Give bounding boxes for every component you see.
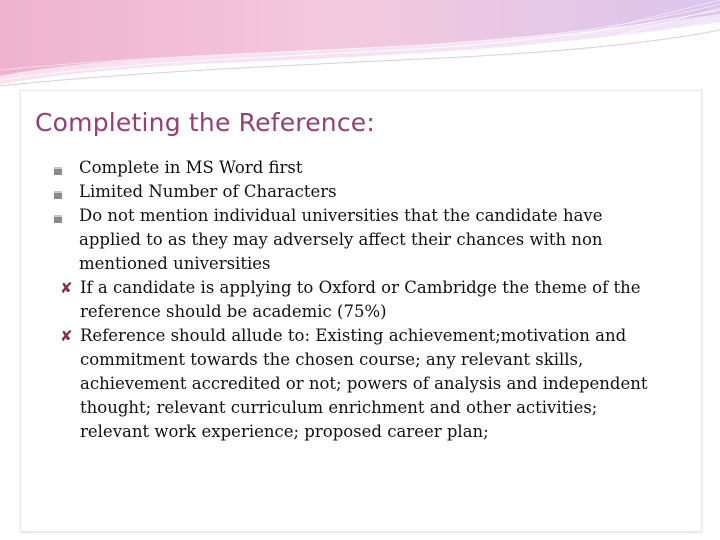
list-item-line: commitment towards the chosen course; any relevant skills,	[80, 350, 584, 369]
x-mark-icon: ✘	[60, 279, 73, 297]
list-item-line: Reference should allude to: Existing achievement;motivation and	[80, 326, 627, 345]
list-item	[80, 324, 648, 444]
square-bullet-icon	[54, 215, 62, 223]
list-item-line: reference should be academic (75%)	[80, 302, 387, 321]
x-mark-icon: ✘	[60, 327, 73, 345]
list-item-line: Do not mention individual universities that the candidate have	[79, 206, 603, 225]
list-item	[79, 156, 303, 180]
list-item	[80, 276, 640, 324]
list-item-line: thought; relevant curriculum enrichment and other activities;	[80, 398, 598, 417]
list-item	[79, 204, 603, 276]
list-item-line: applied to as they may adversely affect their chances with non	[79, 230, 603, 249]
list-item-line: Complete in MS Word first	[79, 158, 303, 177]
square-bullet-icon	[54, 167, 62, 175]
list-item-line: mentioned universities	[79, 254, 271, 273]
square-bullet-icon	[54, 191, 62, 199]
list-item-line: If a candidate is applying to Oxford or Cambridge the theme of the	[80, 278, 641, 297]
list-item-line: relevant work experience; proposed career plan;	[80, 422, 489, 441]
decorative-banner	[0, 0, 720, 90]
list-item-line: achievement accredited or not; powers of analysis and independent	[80, 374, 648, 393]
slide-title: Completing the Reference:	[35, 108, 375, 137]
list-item	[79, 180, 337, 204]
list-item-line: Limited Number of Characters	[79, 182, 337, 201]
